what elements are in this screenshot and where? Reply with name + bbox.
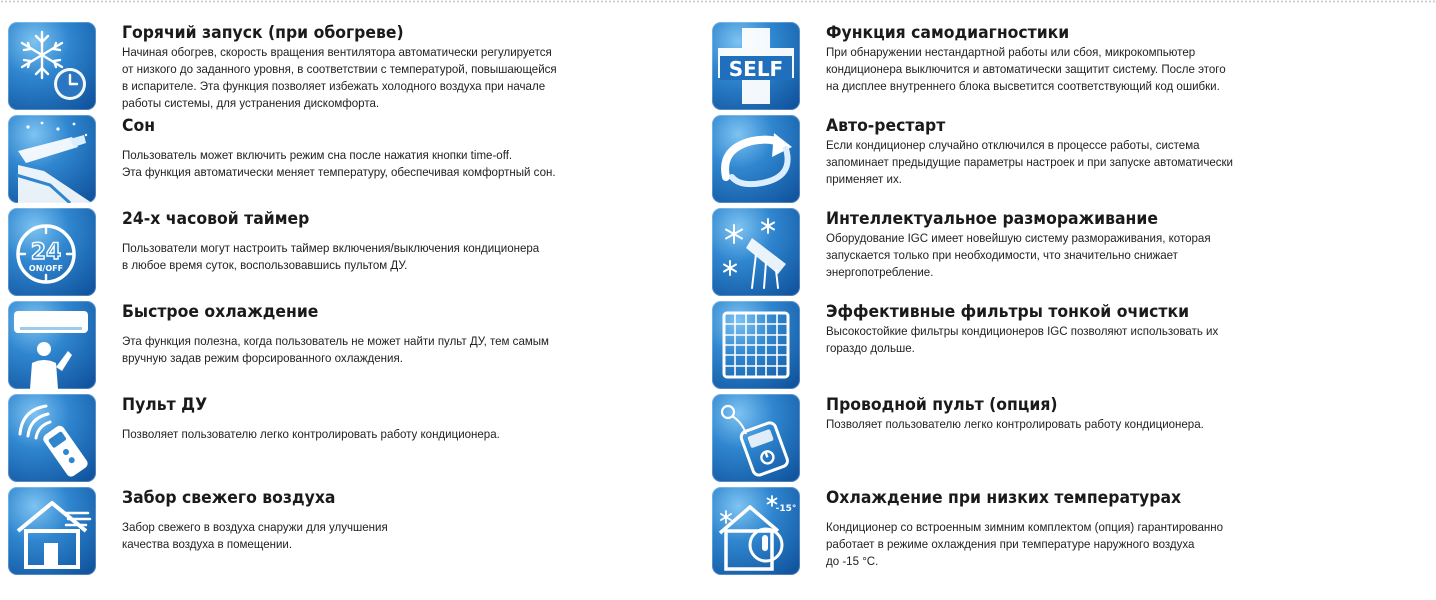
feature-fresh-air xyxy=(8,487,688,580)
feature-description: Эта функция полезна, когда пользователь не может найти пульт ДУ, тем самым вручную задав режим форсированного охлаждения. xyxy=(122,334,549,365)
feature-description: Оборудование IGC имеет новейшую систему размораживания, которая запускается только при необходимости, что значительно снижает энергопотребление. xyxy=(826,231,1211,279)
feature-title: 24-х часовой таймер xyxy=(122,209,310,229)
wired-remote-icon xyxy=(712,394,800,482)
manual-cooling-icon xyxy=(8,301,96,389)
fresh-air-house-icon xyxy=(8,487,96,575)
feature-description: Если кондиционер случайно отключился в процессе работы, система запоминает предыдущие параметры настроек и при запуске автоматически применяет их. xyxy=(826,138,1233,186)
feature-description: Кондиционер со встроенным зимним комплектом (опция) гарантированно работает в режиме охлаждения при температуре наружного воздуха до -15 °С. xyxy=(826,520,1224,568)
self-label: SELF xyxy=(728,57,784,81)
feature-fast-cooling xyxy=(8,301,688,394)
feature-description: Забор свежего в воздуха снаружи для улучшения качества воздуха в помещении. xyxy=(122,520,388,551)
feature-description: Высокостойкие фильтры кондиционеров IGC позволяют использовать их гораздо дольше. xyxy=(826,324,1219,355)
feature-self-diagnosis xyxy=(712,22,1432,115)
defrost-icon xyxy=(712,208,800,296)
feature-auto-restart xyxy=(712,115,1432,208)
feature-low-temp-cooling xyxy=(712,487,1432,580)
minus-15-label: -15° xyxy=(775,504,797,514)
dotted-top-rule xyxy=(0,0,1436,3)
feature-title: Сон xyxy=(122,116,156,136)
feature-title: Эффективные фильтры тонкой очистки xyxy=(826,302,1190,322)
remote-control-icon xyxy=(8,394,96,482)
feature-title: Забор свежего воздуха xyxy=(122,488,336,508)
filter-icon xyxy=(712,301,800,389)
feature-title: Интеллектуальное размораживание xyxy=(826,209,1158,229)
feature-sleep xyxy=(8,115,688,208)
feature-description: Позволяет пользователю легко контролировать работу кондиционера. xyxy=(122,427,500,441)
feature-title: Пульт ДУ xyxy=(122,395,208,415)
feature-24h-timer xyxy=(8,208,688,301)
feature-title: Охлаждение при низких температурах xyxy=(826,488,1182,508)
sleep-icon xyxy=(8,115,96,203)
timer-onoff-label: ON/OFF xyxy=(28,264,64,273)
feature-description: Пользователи могут настроить таймер включения/выключения кондиционера в любое время суток, воспользовавшись пультом ДУ. xyxy=(122,241,540,272)
right-feature-column xyxy=(712,22,1432,580)
feature-wired-remote xyxy=(712,394,1432,487)
feature-title: Горячий запуск (при обогреве) xyxy=(122,23,404,43)
auto-restart-icon xyxy=(712,115,800,203)
feature-description: Начиная обогрев, скорость вращения вентилятора автоматически регулируется от низкого до заданного уровня, в соответствии с температурой, повышающейся в испарителе. Эта функция позволяет избежать холодного воздуха при начале работы системы, для устранения дискомфорта. xyxy=(122,45,557,110)
feature-title: Быстрое охлаждение xyxy=(122,302,319,322)
feature-remote-control xyxy=(8,394,688,487)
timer-24-icon xyxy=(8,208,96,296)
low-temp-cooling-icon xyxy=(712,487,800,575)
self-diagnosis-icon xyxy=(712,22,800,110)
feature-smart-defrost xyxy=(712,208,1432,301)
feature-description: Позволяет пользователю легко контролировать работу кондиционера. xyxy=(826,417,1204,431)
feature-fine-filters xyxy=(712,301,1432,394)
snowflake-clock-icon xyxy=(8,22,96,110)
feature-title: Проводной пульт (опция) xyxy=(826,395,1058,415)
feature-description: Пользователь может включить режим сна после нажатия кнопки time-off. Эта функция автоматически меняет температуру, обеспечивая комфортный сон. xyxy=(122,148,556,179)
feature-description: При обнаружении нестандартной работы или сбоя, микрокомпьютер кондиционера выключится и автоматически защитит систему. После этого на дисплее внутреннего блока высветится соответствующий код ошибки. xyxy=(826,45,1226,93)
timer-24-label: 24 xyxy=(30,240,62,265)
feature-title: Авто-рестарт xyxy=(826,116,946,136)
feature-hot-start xyxy=(8,22,688,115)
left-feature-column xyxy=(8,22,688,580)
feature-title: Функция самодиагностики xyxy=(826,23,1070,43)
